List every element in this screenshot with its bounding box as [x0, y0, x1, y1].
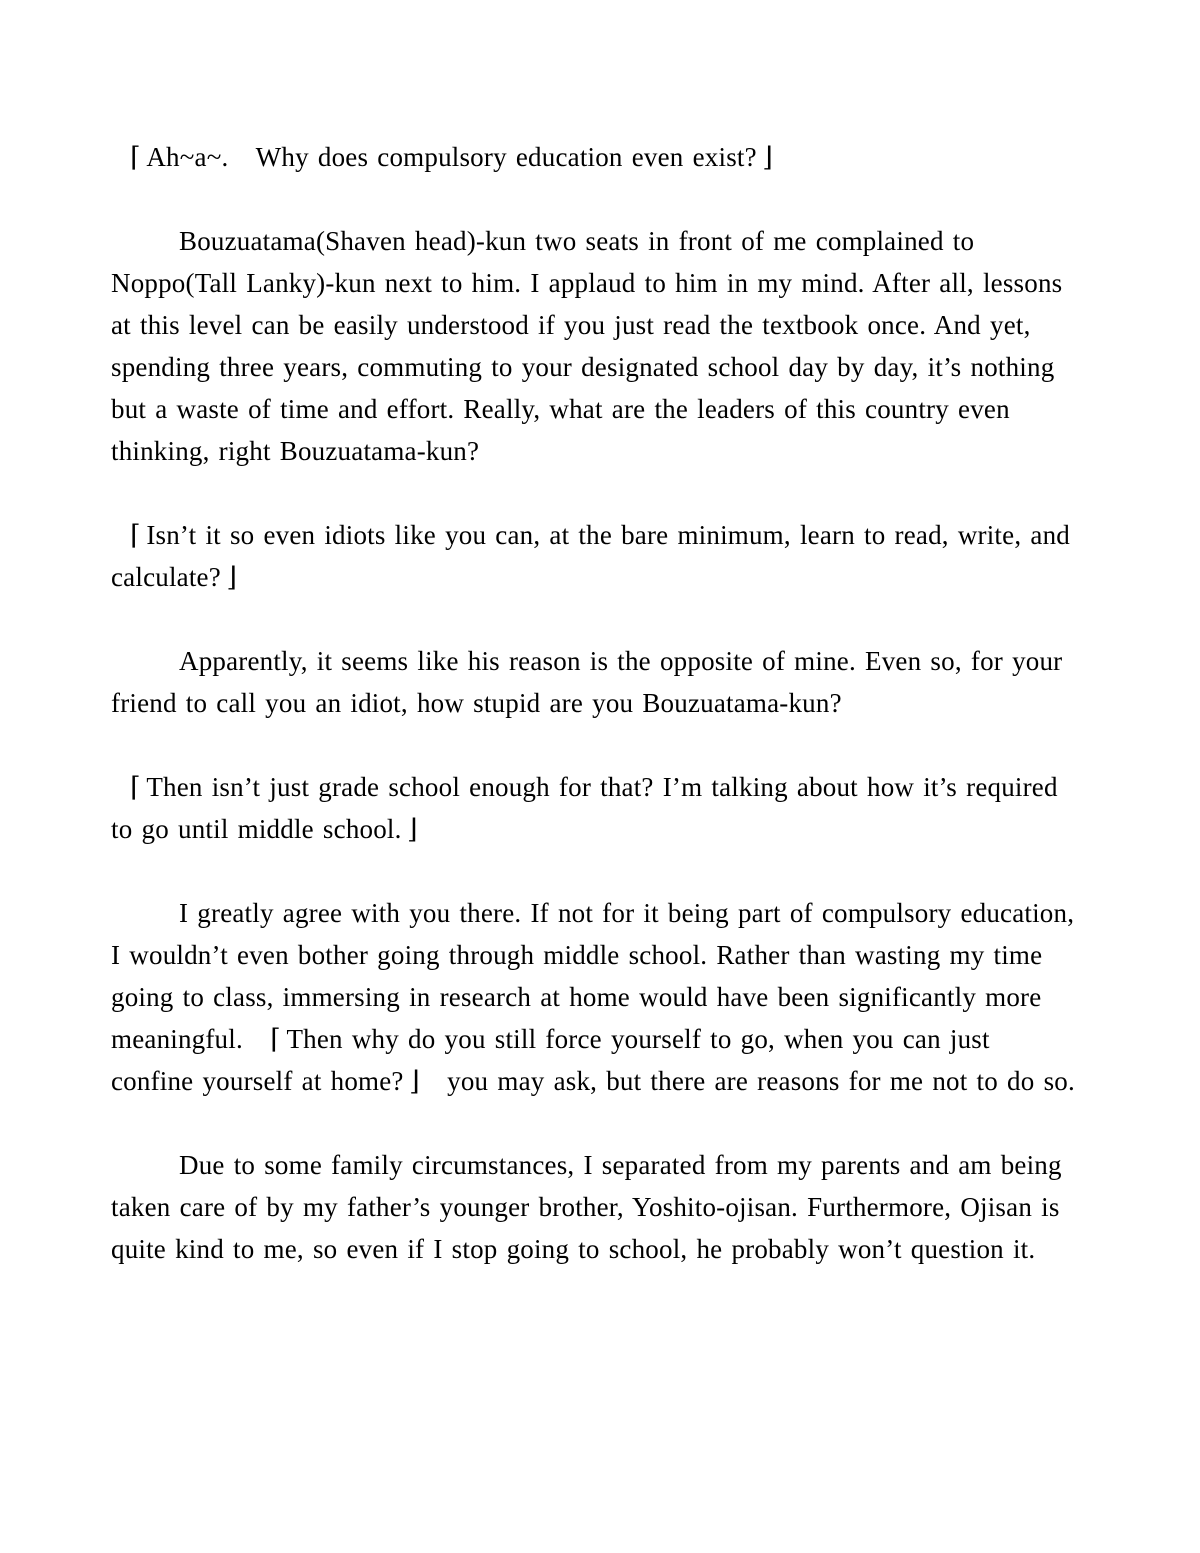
paragraph-narrative-4: Due to some family circumstances, I separated from my parents and am being taken care of by my father’s younger brother, Yoshito-ojisan. Furthermore, Ojisan is quite kind to me, so even if I stop going to school, he probably won’t question it.: [111, 1150, 1062, 1264]
paragraph-dialogue-1: ⌈ Ah~a~. Why does compulsory education even exist? ⌋: [130, 142, 774, 172]
paragraph-narrative-1: Bouzuatama(Shaven head)-kun two seats in front of me complained to Noppo(Tall Lanky)-kun next to him. I applaud to him in my mind. After all, lessons at this level can be easily understood if you just read the textbook once. And yet, spending three years, commuting to your designated school day by day, it’s nothing but a waste of time and effort. Really, what are the leaders of this country even thinking, right Bouzuatama-kun?: [111, 226, 1063, 466]
paragraph-dialogue-3: ⌈ Then isn’t just grade school enough for that? I’m talking about how it’s required to go until middle school. ⌋: [111, 772, 1058, 844]
paragraph-dialogue-2: ⌈ Isn’t it so even idiots like you can, at the bare minimum, learn to read, write, and calculate? ⌋: [111, 520, 1070, 592]
paragraph-narrative-3: I greatly agree with you there. If not for it being part of compulsory education, I wouldn’t even bother going through middle school. Rather than wasting my time going to class, immersing in research at home would have been significantly more meaningful. ⌈ Then why do you still force yourself to go, when you can just confine yourself at home? ⌋ you may ask, but there are reasons for me not to do so.: [111, 898, 1075, 1096]
paragraph-narrative-2: Apparently, it seems like his reason is the opposite of mine. Even so, for your friend to call you an idiot, how stupid are you Bouzuatama-kun?: [111, 646, 1063, 718]
text-block: [111, 136, 1080, 1312]
